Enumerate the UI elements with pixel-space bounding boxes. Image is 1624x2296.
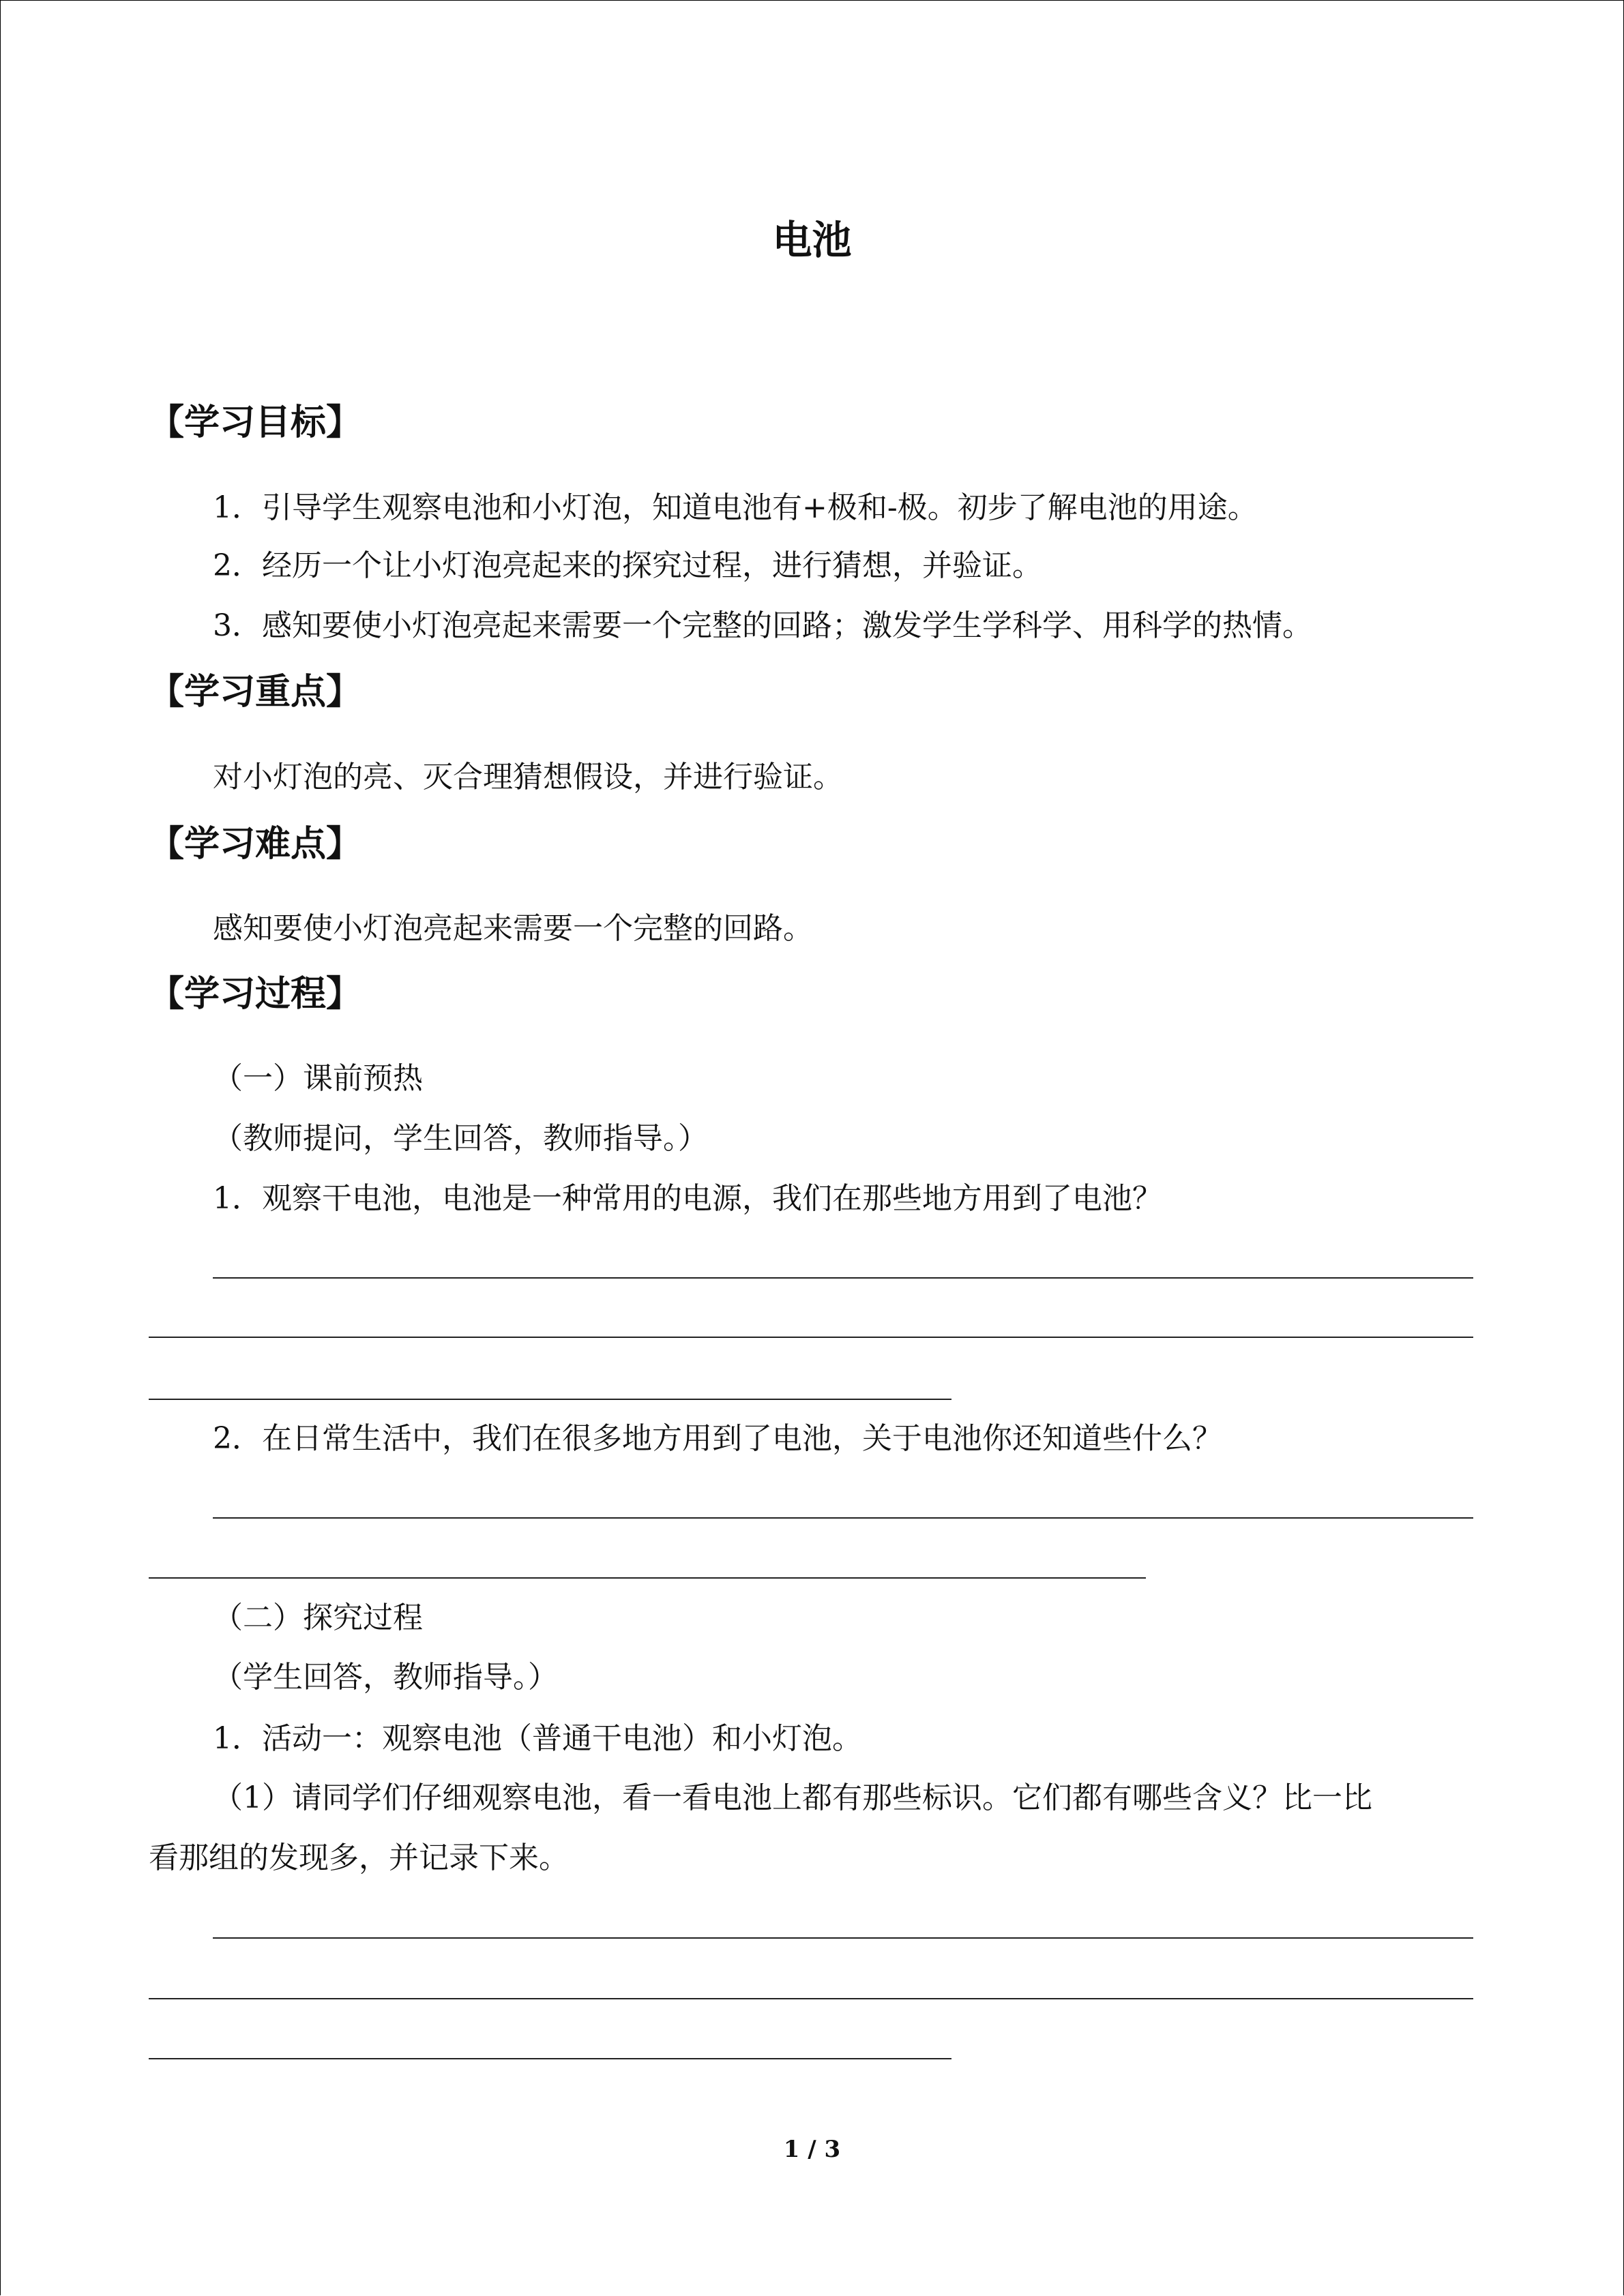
part2-note: （学生回答，教师指导。） bbox=[213, 1660, 558, 1695]
answer-line[interactable] bbox=[213, 1517, 1473, 1519]
answer-line[interactable] bbox=[149, 1337, 1473, 1338]
part1-note: （教师提问，学生回答，教师指导。） bbox=[213, 1121, 708, 1156]
difficulties-text: 感知要使小灯泡亮起来需要一个完整的回路。 bbox=[213, 911, 813, 946]
activity-1: 1．活动一：观察电池（普通干电池）和小灯泡。 bbox=[213, 1721, 862, 1756]
answer-line[interactable] bbox=[149, 1577, 1146, 1579]
answer-line[interactable] bbox=[149, 1399, 951, 1400]
heading-process: 【学习过程】 bbox=[149, 974, 362, 1015]
question-1: 1．观察干电池，电池是一种常用的电源，我们在那些地方用到了电池？ bbox=[213, 1181, 1162, 1216]
heading-key-points: 【学习重点】 bbox=[149, 672, 362, 713]
objective-item-3: 3．感知要使小灯泡亮起来需要一个完整的回路；激发学生学科学、用科学的热情。 bbox=[213, 608, 1312, 643]
heading-difficulties: 【学习难点】 bbox=[149, 824, 362, 865]
part1-title: （一）课前预热 bbox=[213, 1061, 423, 1096]
objective-item-1: 1．引导学生观察电池和小灯泡，知道电池有+极和-极。初步了解电池的用途。 bbox=[213, 490, 1258, 525]
key-points-text: 对小灯泡的亮、灭合理猜想假设，并进行验证。 bbox=[213, 760, 843, 794]
part2-title: （二）探究过程 bbox=[213, 1600, 423, 1635]
answer-line[interactable] bbox=[149, 2058, 951, 2059]
answer-line[interactable] bbox=[213, 1277, 1473, 1279]
question-2: 2．在日常生活中，我们在很多地方用到了电池，关于电池你还知道些什么？ bbox=[213, 1421, 1222, 1456]
answer-line[interactable] bbox=[149, 1998, 1473, 1999]
answer-line[interactable] bbox=[213, 1937, 1473, 1939]
activity-1-sub-1-line-2: 看那组的发现多，并记录下来。 bbox=[149, 1840, 569, 1875]
objective-item-2: 2．经历一个让小灯泡亮起来的探究过程，进行猜想，并验证。 bbox=[213, 548, 1042, 583]
activity-1-sub-1-line-1: （1）请同学们仔细观察电池，看一看电池上都有那些标识。它们都有哪些含义？比一比 bbox=[213, 1780, 1372, 1815]
document-title: 电池 bbox=[772, 217, 852, 263]
heading-objectives: 【学习目标】 bbox=[149, 402, 362, 443]
page-number: 1 / 3 bbox=[783, 2136, 841, 2163]
